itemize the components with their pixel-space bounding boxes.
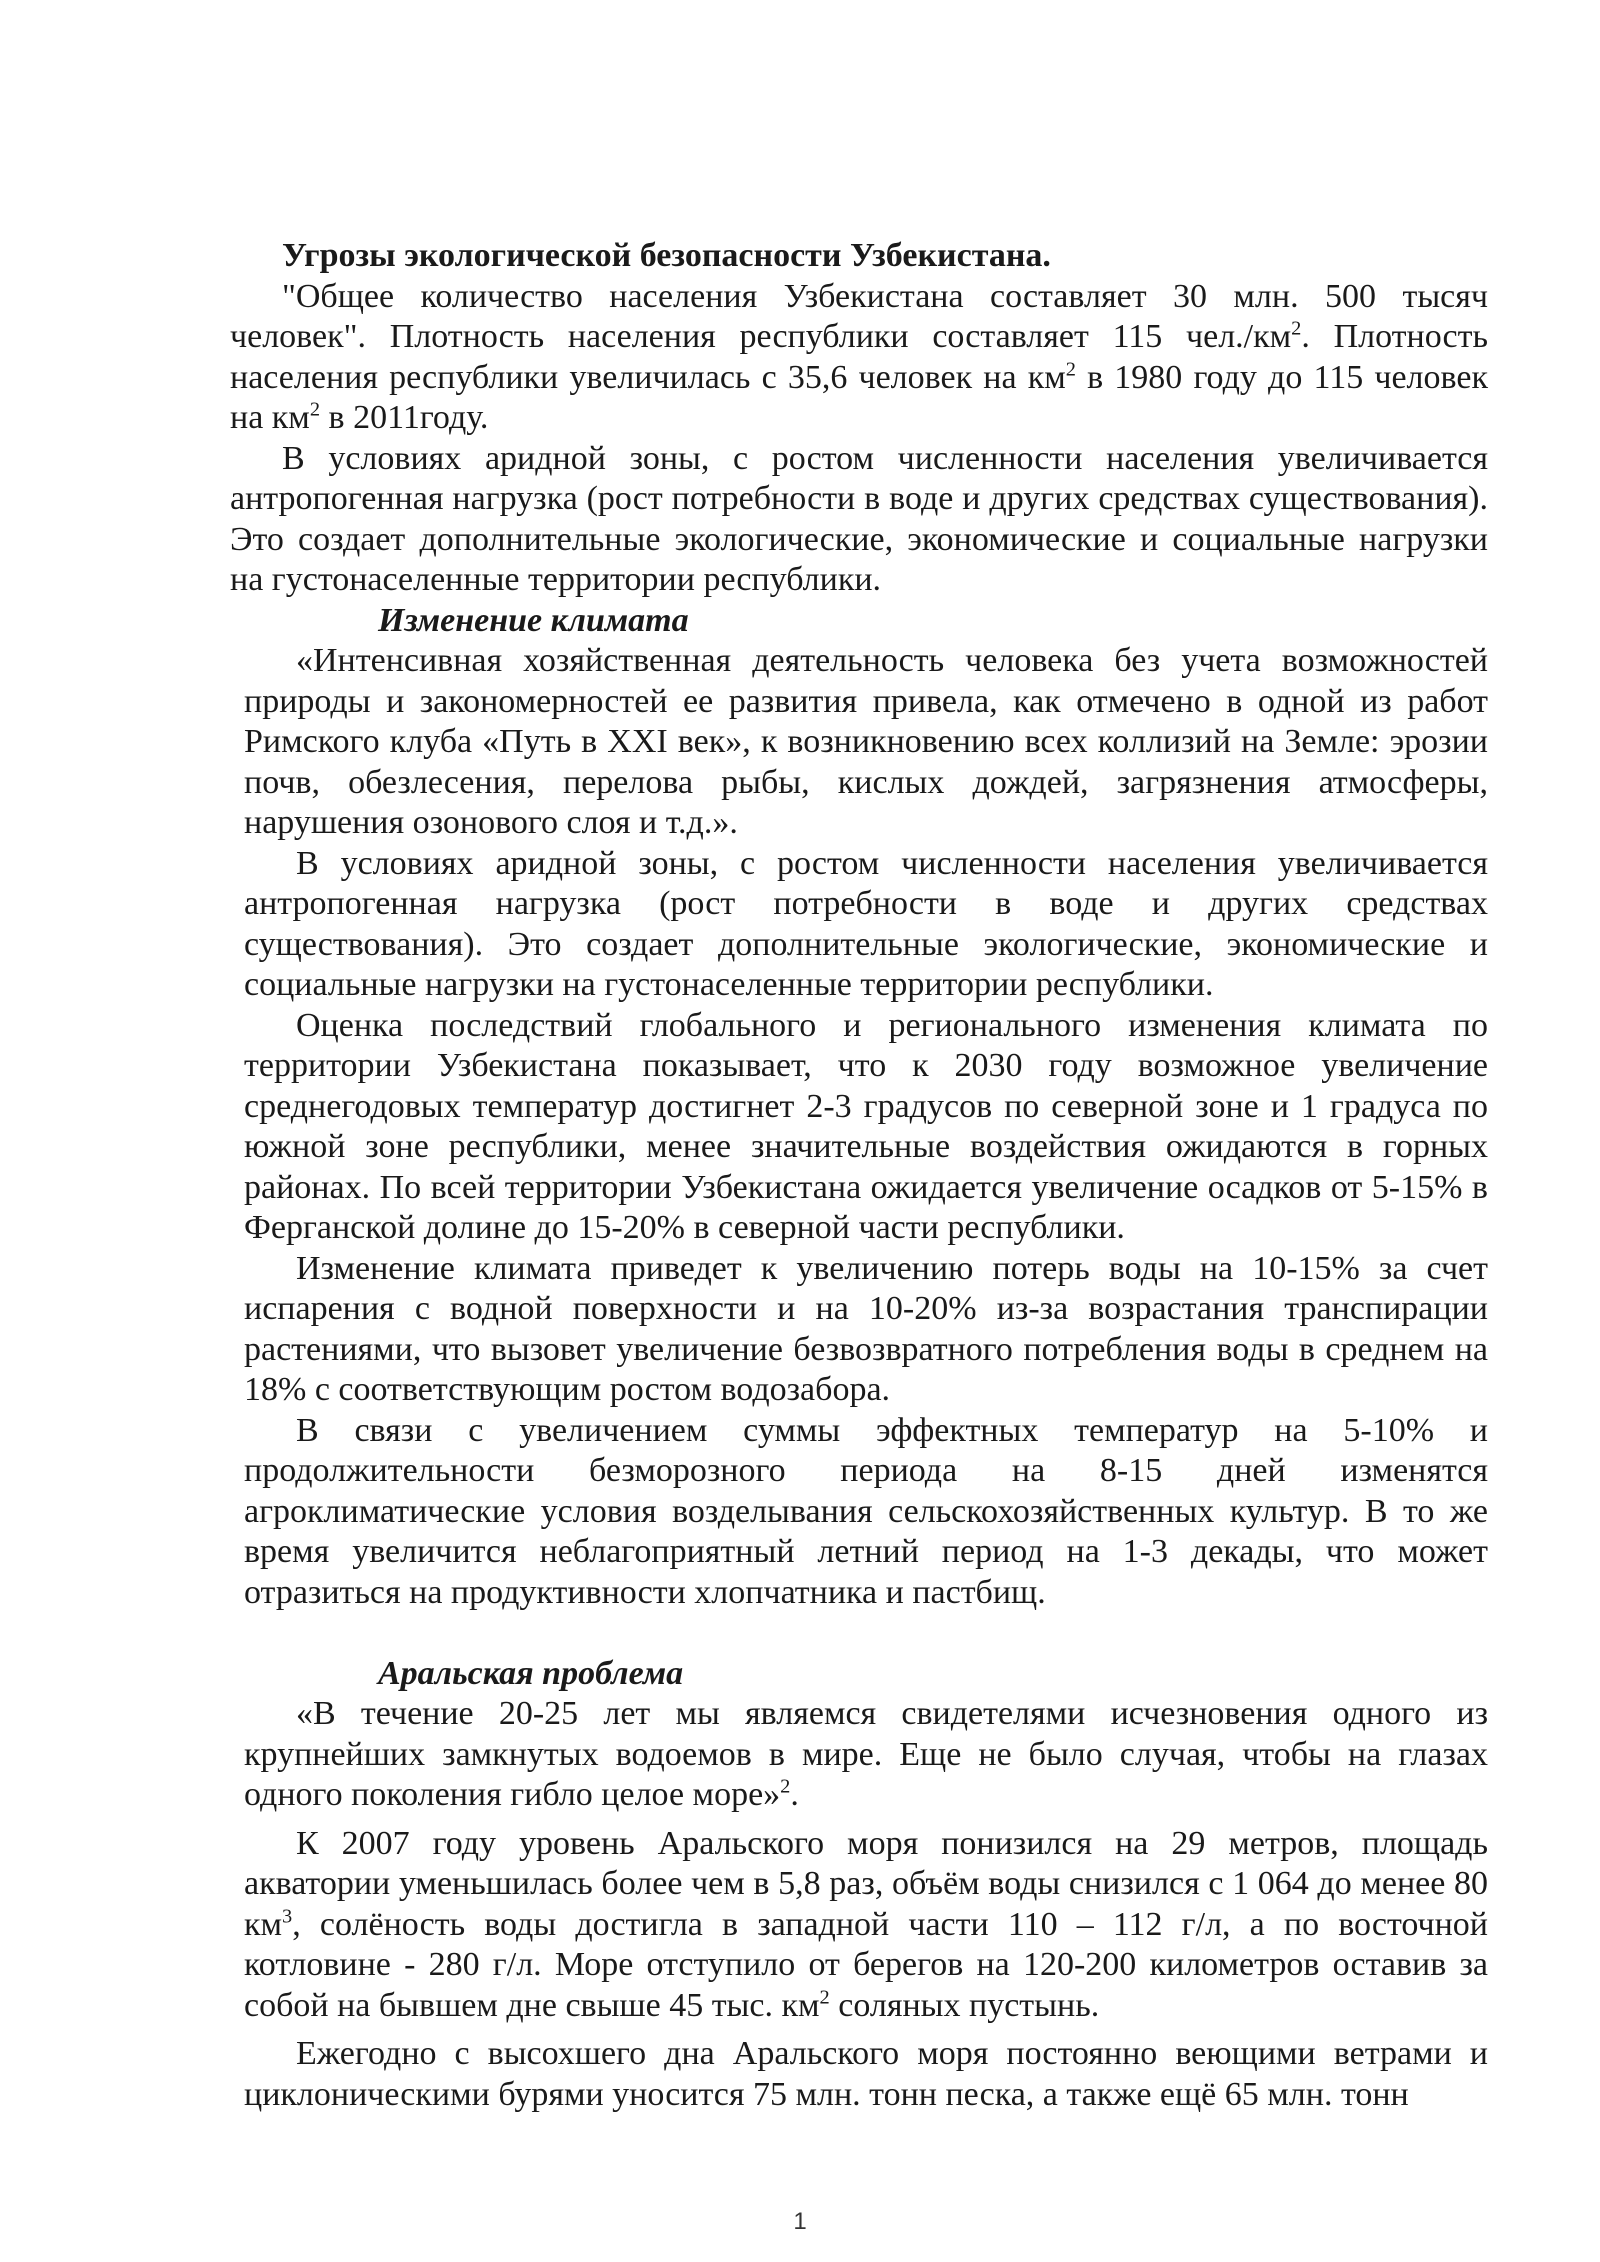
paragraph-arid-zone: В условиях аридной зоны, с ростом численности населения увеличивается антропогенная нагрузка (рост потребности в воде и других средствах существования). Это создает дополнительные экологические, экономические и социальные нагрузки на густонаселенные территории республики. [230, 439, 1488, 598]
paragraph-aral-2007 [230, 1824, 1488, 2027]
superscript: 3 [282, 1905, 293, 1928]
page-number: 1 [793, 2208, 807, 2235]
paragraph-text: . Плотность населения республики увеличилась с 35,6 человек на км [230, 318, 1488, 396]
paragraph-population [230, 277, 1488, 439]
superscript: 2 [819, 1986, 830, 2009]
section-heading-aral: Аральская проблема [378, 1654, 684, 1692]
blank-line [230, 1613, 1488, 1654]
paragraph-aral-quote [230, 1694, 1488, 1816]
paragraph-text: , солёность воды достигла в западной части 110 – 112 г/л, а по восточной котловине - 280 г/л. Море отступило от берегов на 120-200 километров оставив за собой на бывшем дне свыше 45 тыс. км [244, 1905, 1488, 2024]
document-title: Угрозы экологической безопасности Узбекистана. [282, 237, 1051, 274]
paragraph-aral-dust: Ежегодно с высохшего дна Аральского моря постоянно веющими ветрами и циклоническими бурями уносится 75 млн. тонн песка, а также ещё 65 млн. тонн [244, 2035, 1488, 2113]
paragraph-climate-assessment: Оценка последствий глобального и регионального изменения климата по территории Узбекистана показывает, что к 2030 году возможное увеличение среднегодовых температур достигнет 2-3 градусов по северной зоне и 1 градуса по южной зоне республики, менее значительные воздействия ожидаются в горных районах. По всей территории Узбекистана ожидается увеличение осадков от 5-15% в Ферганской долине до 15-20% в северной части республики. [244, 1006, 1488, 1246]
paragraph-agroclimate: В связи с увеличением суммы эффектных температур на 5-10% и продолжительности безморозного периода на 8-15 дней изменятся агроклиматические условия возделывания сельскохозяйственных культур. В то же время увеличится неблагоприятный летний период на 1-3 декады, что может отразиться на продуктивности хлопчатника и пастбищ. [244, 1411, 1488, 1611]
paragraph-arid-zone-repeat: В условиях аридной зоны, с ростом численности населения увеличивается антропогенная нагрузка (рост потребности в воде и других средствах существования). Это создает дополнительные экологические, экономические и социальные нагрузки на густонаселенные территории республики. [244, 844, 1488, 1003]
paragraph-quote-rome-club: «Интенсивная хозяйственная деятельность человека без учета возможностей природы и закономерностей ее развития привела, как отмечено в одной из работ Римского клуба «Путь в XXI век», к возникновению всех коллизий на Земле: эрозии почв, обезлесения, перелова рыбы, кислых дождей, загрязнения атмосферы, нарушения озонового слоя и т.д.». [244, 642, 1488, 841]
paragraph-text: в 2011году. [320, 399, 489, 436]
paragraph-text: . [790, 1776, 799, 1813]
paragraph-water-loss: Изменение климата приведет к увеличению потерь воды на 10-15% за счет испарения с водной поверхности и на 10-20% из-за возрастания транспирации растениями, что вызовет увеличение безвозвратного потребления воды в среднем на 18% с соответствующим ростом водозабора. [244, 1249, 1488, 1408]
paragraph-text: соляных пустынь. [829, 1986, 1100, 2024]
superscript: 2 [1291, 317, 1302, 340]
paragraph-text: "Общее количество населения Узбекистана составляет 30 млн. 500 тысяч человек". Плотность населения республики составляет 115 чел./км [230, 277, 1488, 355]
superscript: 2 [1065, 358, 1076, 381]
superscript: 2 [309, 398, 321, 421]
superscript: 2 [780, 1775, 791, 1798]
paragraph-text: «В течение 20-25 лет мы являемся свидетелями исчезновения одного из крупнейших замкнутых водоемов в мире. Еще не было случая, чтобы на глазах одного поколения гибло целое море» [244, 1695, 1488, 1813]
paragraph-text: в 1980 году до 115 человек на км [230, 358, 1488, 436]
document-body [230, 236, 1488, 2115]
paragraph-text: К 2007 году уровень Аральского моря понизился на 29 метров, площадь акватории уменьшилась более чем в 5,8 раз, объём воды снизился с 1 064 до менее 80 км [244, 1824, 1488, 1943]
section-heading-climate: Изменение климата [378, 601, 689, 639]
